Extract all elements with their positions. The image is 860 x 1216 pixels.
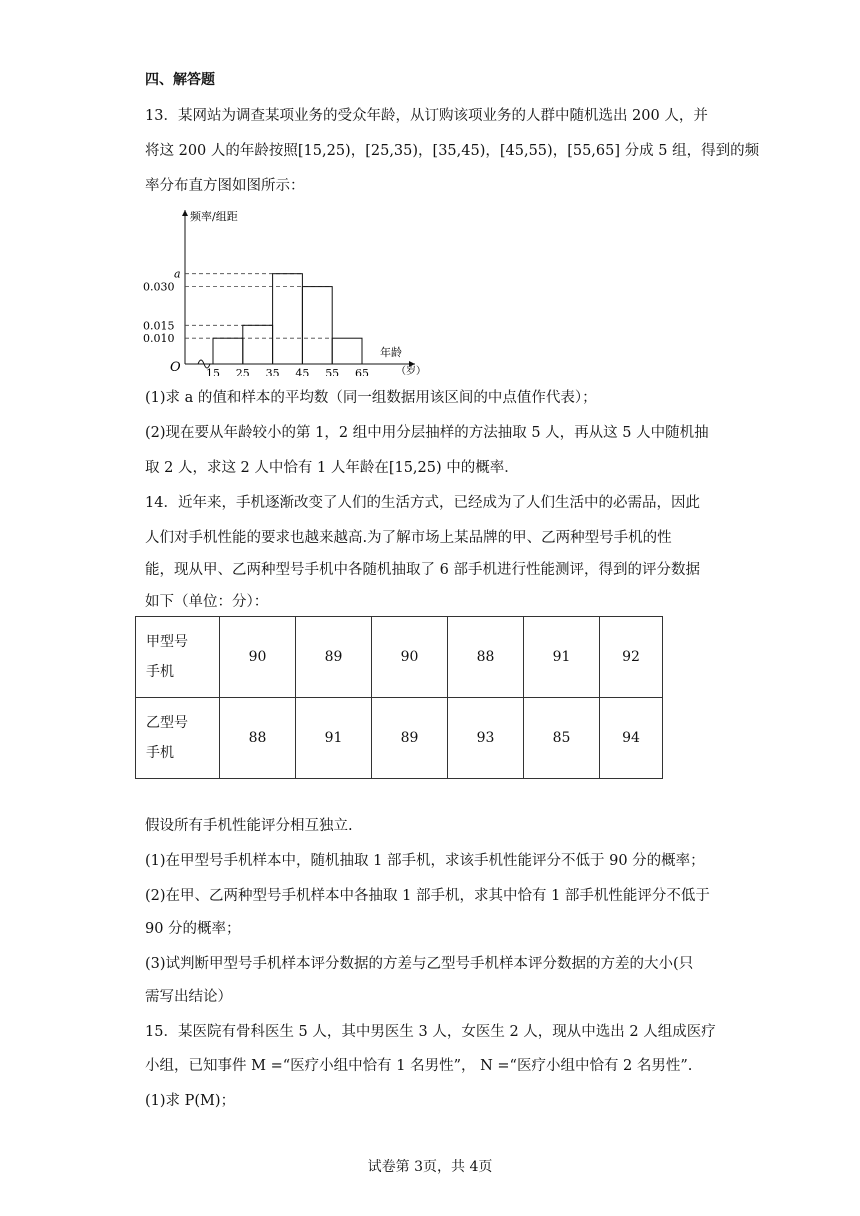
histogram-bar (332, 338, 362, 364)
score-cell: 88 (448, 617, 524, 698)
histogram-bar (273, 274, 303, 364)
x-tick-label: 55 (325, 367, 340, 376)
q14-part2-line-2: 90 分的概率； (145, 921, 241, 937)
q15-line-2: 小组，已知事件 M =“医疗小组中恰有 1 名男性”， N =“医疗小组中恰有 2 名男性”. (145, 1058, 693, 1074)
section-title: 四、解答题 (145, 72, 215, 88)
histogram-bar (302, 287, 332, 364)
score-cell: 90 (220, 617, 296, 698)
y-axis-label: 频率/组距 (190, 210, 238, 223)
score-cell: 92 (600, 617, 663, 698)
y-tick-label: 0.010 (143, 332, 175, 346)
q13-line-2: 将这 200 人的年龄按照[15,25)，[25,35)，[35,45)，[45,55)，[55,65] 分成 5 组，得到的频 (145, 143, 760, 159)
q14-line-1: 14．近年来，手机逐渐改变了人们的生活方式，已经成为了人们生活中的必需品，因此 (145, 495, 700, 511)
row-header-line: 乙型号 (146, 715, 188, 731)
q15-part1: (1)求 P(M)； (145, 1093, 236, 1109)
score-cell: 89 (296, 617, 372, 698)
x-tick-label: 45 (295, 367, 310, 376)
frequency-histogram (140, 196, 430, 376)
y-tick-label: 0.030 (143, 280, 175, 294)
q13-part2-line-1: (2)现在要从年龄较小的第 1，2 组中用分层抽样的方法抽取 5 人，再从这 5 人中随机抽 (145, 425, 709, 441)
q13-line-3: 率分布直方图如图所示： (145, 178, 305, 194)
x-tick-label: 15 (206, 367, 220, 376)
score-cell: 90 (372, 617, 448, 698)
q14-line-4: 如下（单位：分）： (145, 594, 269, 610)
y-tick-label: a (174, 267, 181, 281)
x-tick-label: 25 (235, 367, 250, 376)
x-axis-unit: （岁） (396, 366, 426, 376)
q15-line-1: 15．某医院有骨科医生 5 人，其中男医生 3 人，女医生 2 人，现从中选出 2 人组成医疗 (145, 1024, 716, 1040)
q14-part1: (1)在甲型号手机样本中，随机抽取 1 部手机，求该手机性能评分不低于 90 分的概率； (145, 853, 705, 869)
score-cell: 91 (296, 698, 372, 779)
score-cell: 94 (600, 698, 663, 779)
x-tick-label: 65 (355, 367, 369, 376)
score-cell: 91 (524, 617, 600, 698)
q13-part1: (1)求 a 的值和样本的平均数（同一组数据用该区间的中点值作代表）； (145, 390, 597, 406)
score-cell: 85 (524, 698, 600, 779)
q14-line-3: 能，现从甲、乙两种型号手机中各随机抽取了 6 部手机进行性能测评，得到的评分数据 (145, 562, 700, 578)
row-header-line: 甲型号 (146, 634, 188, 650)
row-header (136, 698, 220, 779)
q13-part2-line-2: 取 2 人，求这 2 人中恰有 1 人年龄在[15,25) 中的概率． (145, 460, 519, 476)
q14-part3-line-1: (3)试判断甲型号手机样本评分数据的方差与乙型号手机样本评分数据的方差的大小(只 (145, 956, 694, 972)
score-cell: 89 (372, 698, 448, 779)
x-tick-label: 35 (265, 367, 280, 376)
histogram-bar (243, 325, 273, 364)
table-row (136, 617, 663, 698)
score-table (135, 616, 663, 779)
q14-line-2: 人们对手机性能的要求也越来越高.为了解市场上某品牌的甲、乙两种型号手机的性 (145, 530, 672, 546)
histogram-bar (213, 338, 243, 364)
score-cell: 88 (220, 698, 296, 779)
page-footer: 试卷第 3页，共 4页 (367, 1159, 493, 1175)
x-axis-label: 年龄 (380, 346, 402, 359)
table-row (136, 698, 663, 779)
y-tick-label: 0.015 (143, 319, 175, 333)
score-cell: 93 (448, 698, 524, 779)
row-header-line: 手机 (146, 745, 174, 761)
origin-label: O (170, 360, 181, 375)
q14-part3-line-2: 需写出结论） (145, 989, 232, 1005)
q14-part2-line-1: (2)在甲、乙两种型号手机样本中各抽取 1 部手机，求其中恰有 1 部手机性能评分不低于 (145, 888, 710, 904)
row-header (136, 617, 220, 698)
q13-line-1: 13．某网站为调查某项业务的受众年龄，从订购该项业务的人群中随机选出 200 人，并 (145, 108, 708, 124)
row-header-line: 手机 (146, 664, 174, 680)
q14-note: 假设所有手机性能评分相互独立. (145, 818, 353, 834)
